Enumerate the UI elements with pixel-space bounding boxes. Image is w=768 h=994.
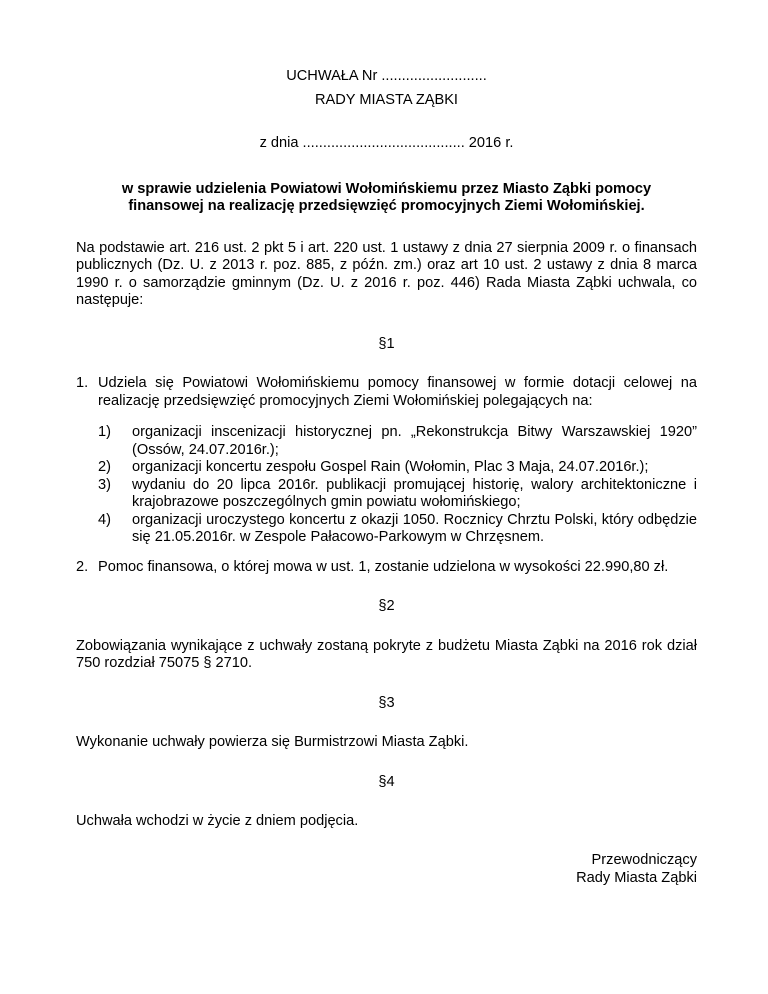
list-item [76, 559, 697, 577]
section-2-title: §2 [378, 598, 395, 614]
subitem-text: organizacji koncertu zespołu Gospel Rain (Wołomin, Plac 3 Maja, 24.07.2016r.); [132, 459, 649, 475]
resolution-date: z dnia ........................................ 2016 r. [259, 135, 514, 151]
list-item [98, 477, 697, 512]
section-4-text: Uchwała wchodzi w życie z dniem podjęcia. [76, 813, 359, 829]
section-3-text: Wykonanie uchwały powierza się Burmistrzowi Miasta Ząbki. [76, 734, 469, 750]
subitem-number: 1) [98, 424, 111, 440]
subitem-text: wydaniu do 20 lipca 2016r. publikacji promującej historię, walory architektoniczne i krajobrazowe poszczególnych gmin powiatu wołomińskiego; [132, 476, 697, 510]
signature-block [576, 852, 697, 887]
subitem-number: 3) [98, 476, 111, 493]
section-1-sublist [76, 424, 697, 547]
item-text: Udziela się Powiatowi Wołomińskiemu pomocy finansowej w formie dotacji celowej na realizację przedsięwzięć promocyjnych Ziemi Wołomińskiej polegających na: [98, 375, 697, 409]
subitem-number: 4) [98, 511, 111, 528]
section-4-title: §4 [378, 773, 395, 790]
signature-title: Przewodniczący [591, 852, 697, 868]
subject-line-1: w sprawie udzielenia Powiatowi Wołomińskiemu przez Miasto Ząbki pomocy [121, 180, 652, 197]
resolution-number: UCHWAŁA Nr .......................... [286, 68, 487, 84]
item-text: Pomoc finansowa, o której mowa w ust. 1, zostanie udzielona w wysokości 22.990,80 zł. [98, 558, 669, 575]
subitem-number: 2) [98, 459, 111, 475]
section-2-text: Zobowiązania wynikające z uchwały zostaną pokryte z budżetu Miasta Ząbki na 2016 rok dział 750 rozdział 75075 § 2710. [76, 637, 697, 671]
list-item [98, 459, 697, 477]
list-item [76, 375, 697, 410]
item-number: 2. [76, 558, 89, 575]
subitem-text: organizacji uroczystego koncertu z okazji 1050. Rocznicy Chrztu Polski, który odbędzie się 21.05.2016r. w Zespole Pałacowo-Parkowym w Chrzęsnem. [132, 511, 697, 545]
signature-body: Rady Miasta Ząbki [576, 869, 697, 886]
section-3-title: §3 [378, 694, 395, 711]
item-number: 1. [76, 375, 89, 391]
section-1-list-cont [76, 559, 697, 577]
section-1-title: §1 [378, 335, 395, 352]
resolution-subject [76, 181, 697, 216]
legal-basis: Na podstawie art. 216 ust. 2 pkt 5 i art. 220 ust. 1 ustawy z dnia 27 sierpnia 2009 r. o finansach publicznych (Dz. U. z 2013 r. poz. 885, z późn. zm.) oraz art 10 ust. 2 ustawy z dnia 8 marca 1990 r. o samorządzie gminnym (Dz. U. z 2016 r. poz. 446) Rada Miasta Ząbki uchwala, co następuje: [76, 239, 697, 308]
council-name: RADY MIASTA ZĄBKI [314, 91, 458, 108]
subitem-text: organizacji inscenizacji historycznej pn. „Rekonstrukcja Bitwy Warszawskiej 1920” (Ossów, 24.07.2016r.); [132, 424, 697, 458]
subject-line-2: finansowej na realizację przedsięwzięć promocyjnych Ziemi Wołomińskiej. [128, 198, 645, 214]
list-item [98, 424, 697, 459]
document-page [76, 68, 697, 831]
list-item [98, 512, 697, 547]
section-1-list [76, 375, 697, 410]
